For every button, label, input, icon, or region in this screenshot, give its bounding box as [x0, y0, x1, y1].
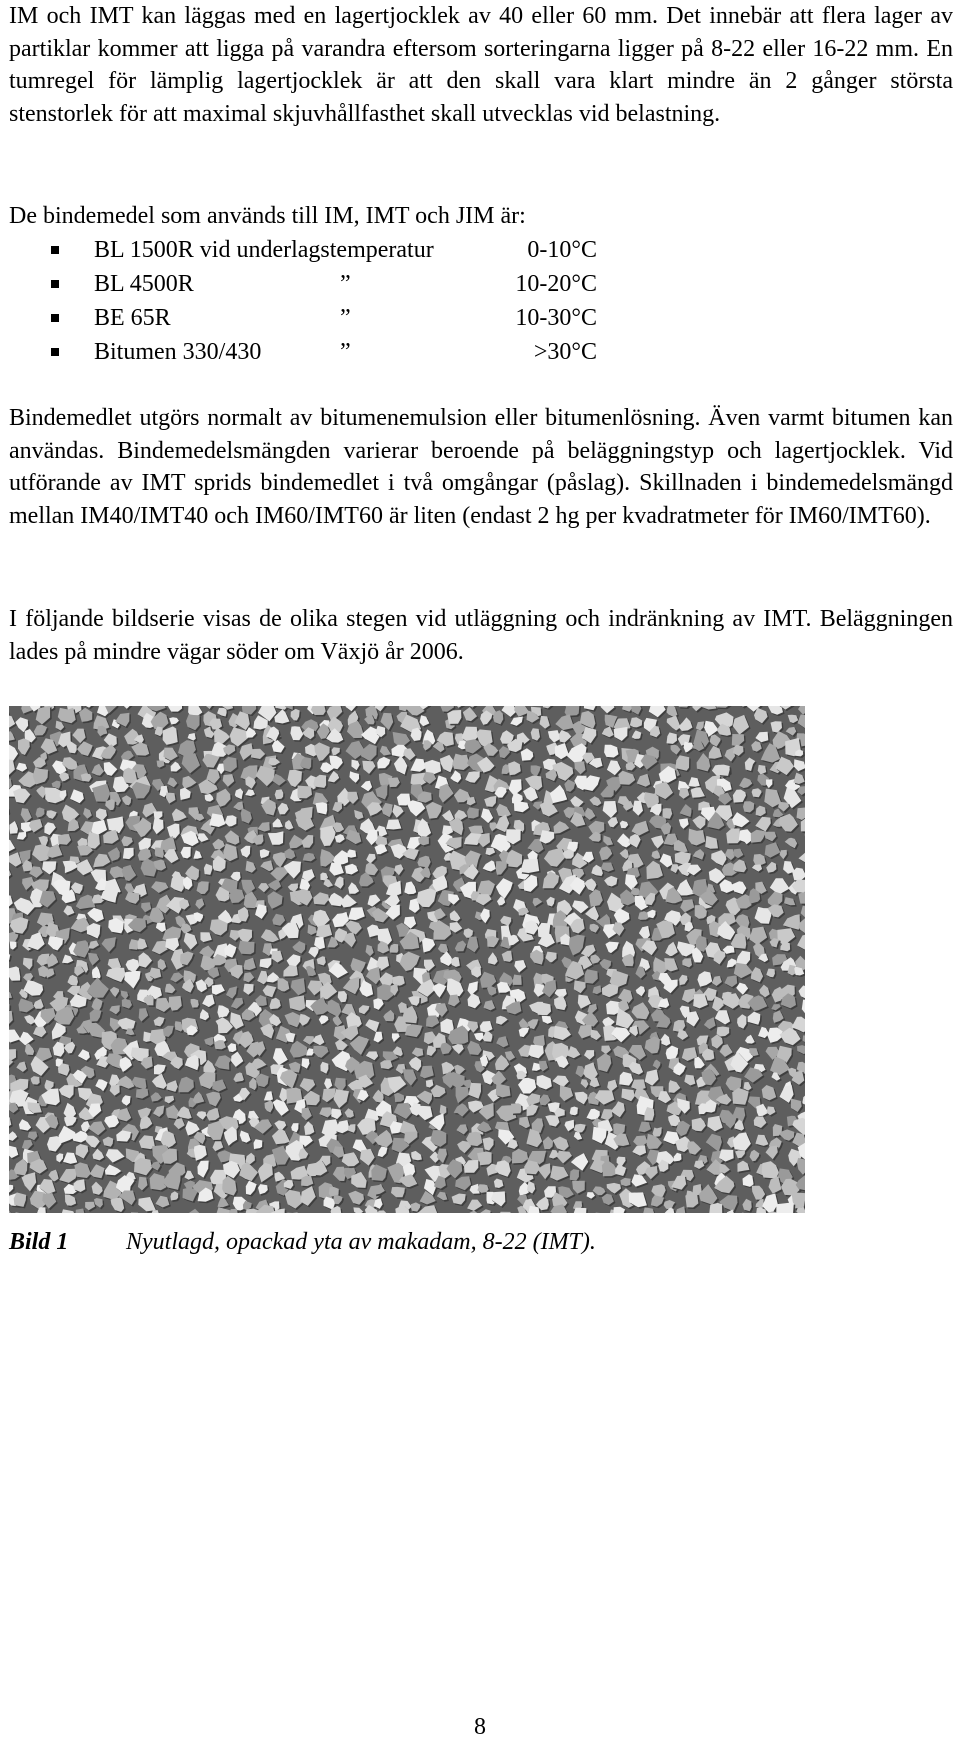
binder-temperature: >30°C: [533, 339, 597, 365]
ditto-mark: ”: [340, 305, 351, 331]
binder-name: BE 65R: [94, 305, 171, 331]
figure-label: Bild 1: [9, 1229, 69, 1255]
paragraph-photo-series: I följande bildserie visas de olika stegen vid utläggning och indränkning av IMT. Beläggningen lades på mindre vägar söder om Växjö år 2006.: [9, 606, 953, 665]
gravel-texture: [9, 706, 805, 1213]
figure-caption: Nyutlagd, opackad yta av makadam, 8-22 (IMT).: [126, 1229, 596, 1255]
macadam-gravel-photo: [9, 706, 805, 1213]
ditto-mark: ”: [340, 271, 351, 297]
ditto-mark: ”: [340, 339, 351, 365]
paragraph-layer-thickness: IM och IMT kan läggas med en lagertjocklek av 40 eller 60 mm. Det innebär att flera lager av partiklar kommer att ligga på varandra eftersom sorteringarna ligger på 8-22 eller 16-22 mm. En tumregel för lämplig lagertjocklek är att den skall vara klart mindre än 2 gånger största stenstorlek för att maximal skjuvhållfasthet skall utvecklas vid belastning.: [9, 3, 953, 127]
paragraph-binder-amount: Bindemedlet utgörs normalt av bitumenemulsion eller bitumenlösning. Även varmt bitumen kan användas. Bindemedelsmängden varierar beroende på beläggningstyp och lagertjocklek. Vid utförande av IMT sprids bindemedlet i två omgångar (påslag). Skillnaden i bindemedelsmängd mellan IM40/IMT40 och IM60/IMT60 är liten (endast 2 hg per kvadratmeter för IM60/IMT60).: [9, 405, 953, 529]
square-bullet-icon: [51, 280, 59, 288]
binder-temperature: 0-10°C: [527, 237, 597, 263]
square-bullet-icon: [51, 246, 59, 254]
binder-name: BL 4500R: [94, 271, 194, 297]
binder-intro: De bindemedel som används till IM, IMT och JIM är:: [9, 203, 526, 229]
square-bullet-icon: [51, 348, 59, 356]
binder-temperature: 10-30°C: [515, 305, 597, 331]
page-number: 8: [474, 1714, 486, 1740]
square-bullet-icon: [51, 314, 59, 322]
binder-name: Bitumen 330/430: [94, 339, 262, 365]
binder-name: BL 1500R vid underlagstemperatur: [94, 237, 434, 263]
binder-temperature: 10-20°C: [515, 271, 597, 297]
